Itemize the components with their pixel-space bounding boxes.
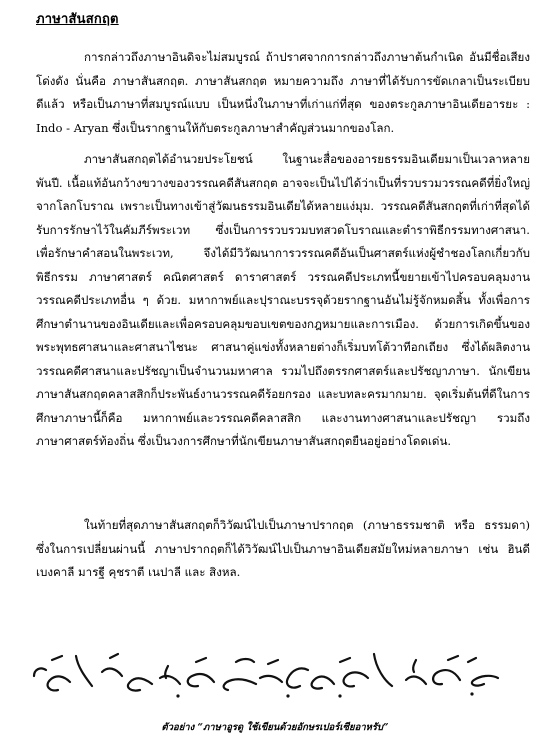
- section-heading: ภาษาสันสกฤต: [36, 12, 119, 27]
- handwritten-script-image: [28, 640, 528, 710]
- paragraph-prakrit: ในท้ายที่สุดภาษาสันสกฤตก็วิวัฒน์ไปเป็นภาษาปรากฤต (ภาษาธรรมชาติ หรือ ธรรมดา) ซึ่งในการเปลี่ยนผ่านนี้ ภาษาปรากฤตก็ได้วิวัฒน์ไปเป็นภาษาอินเดียสมัยใหม่หลายภาษา เช่น ฮินดี เบงคาลี มารฐี คุชราตี เนปาลี และ สิงหล.: [36, 518, 530, 579]
- paragraph-intro: การกล่าวถึงภาษาอินดิจะไม่สมบูรณ์ ถ้าปราศจากการกล่าวถึงภาษาต้นกำเนิด อันมีชื่อเสียงโด่งดัง นั่นคือ ภาษาสันสกฤต. ภาษาสันสกฤต หมายความถึง ภาษาที่ได้รับการขัดเกลาเป็นระเบียบดีแล้ว หรือเป็นภาษาที่สมบูรณ์แบบ เป็นหนึ่งในภาษาที่เก่าแก่ที่สุด ของตระกูลภาษาอินเดียอารยะ : Indo - Aryan ซึ่งเป็นรากฐานให้กับตระกูลภาษาสำคัญส่วนมากของโลก.: [36, 50, 530, 135]
- figure-caption: ตัวอย่าง “ภาษาอูรดู ใช้เขียนด้วยอักษรเปอร์เซียอาหรับ”: [161, 722, 389, 733]
- paragraph-literature: ภาษาสันสกฤตได้อำนวยประโยชน์ ในฐานะสื่อของอารยธรรมอินเดียมาเป็นเวลาหลายพันปี. เนื้อแท้อันกว้างขวางของวรรณคดีสันสกฤต อาจจะเป็นไปได้ว่าเป็นที่รวบรวมวรรณคดีที่ยิ่งใหญ่จากโลกโบราณ เพราะเป็นทางเข้าสู่วัฒนธรรมอินเดียได้หลายแง่มุม. วรรณคดีสันสกฤตที่เก่าที่สุดได้รับการรักษาไว้ในคัมภีร์พระเวท ซึ่งเป็นการรวบรวมบทสวดโบราณและตำราพิธีกรรมทางศาสนา. เพื่อรักษาคำสอนในพระเวท, จึงได้มีวิวัฒนาการวรรณคดีอันเป็นศาสตร์แห่งผู้ชำชองโลกเกี่ยวกับ พิธีกรรม ภาษาศาสตร์ คณิตศาสตร์ ดาราศาสตร์ วรรณคดีประเภทนี้ขยายเข้าไปครอบคลุมงานวรรณคดีประเภทอื่น ๆ ด้วย. มหากาพย์และปุราณะบรรจุด้วยรากฐานอันไม่รู้จักหมดสิ้น ทั้งเพื่อการศึกษาตำนานของอินเดียและเพื่อครอบคลุมขอบเขตของกฎหมายและการเมือง. ด้วยการเกิดขึ้นของพระพุทธศาสนาและศาสนาไชนะ ศาสนาคู่แข่งทั้งหลายต่างก็เริ่มบทโต้วาทีอกเถียง ซึ่งได้ผลิตงานวรรณคดีศาสนาและปรัชญาเป็นจำนวนมหาศาล รวมไปถึงตรรกศาสตร์และปรัชญาภาษา. นักเขียนภาษาสันสกฤตคลาสสิกก็ประพันธ์งานวรรณคดีร้อยกรอง และบทละครมากมาย. จุดเริ่มต้นที่ดีในการศึกษาภาษานี้ก็คือ มหากาพย์และวรรณคดีคลาสสิก และงานทางศาสนาและปรัชญา รวมถึงภาษาศาสตร์ท้องถิ่น ซึ่งเป็นวงการศึกษาที่นักเขียนภาษาสันสกฤตยืนอยู่อย่างโดดเด่น.: [36, 152, 530, 448]
